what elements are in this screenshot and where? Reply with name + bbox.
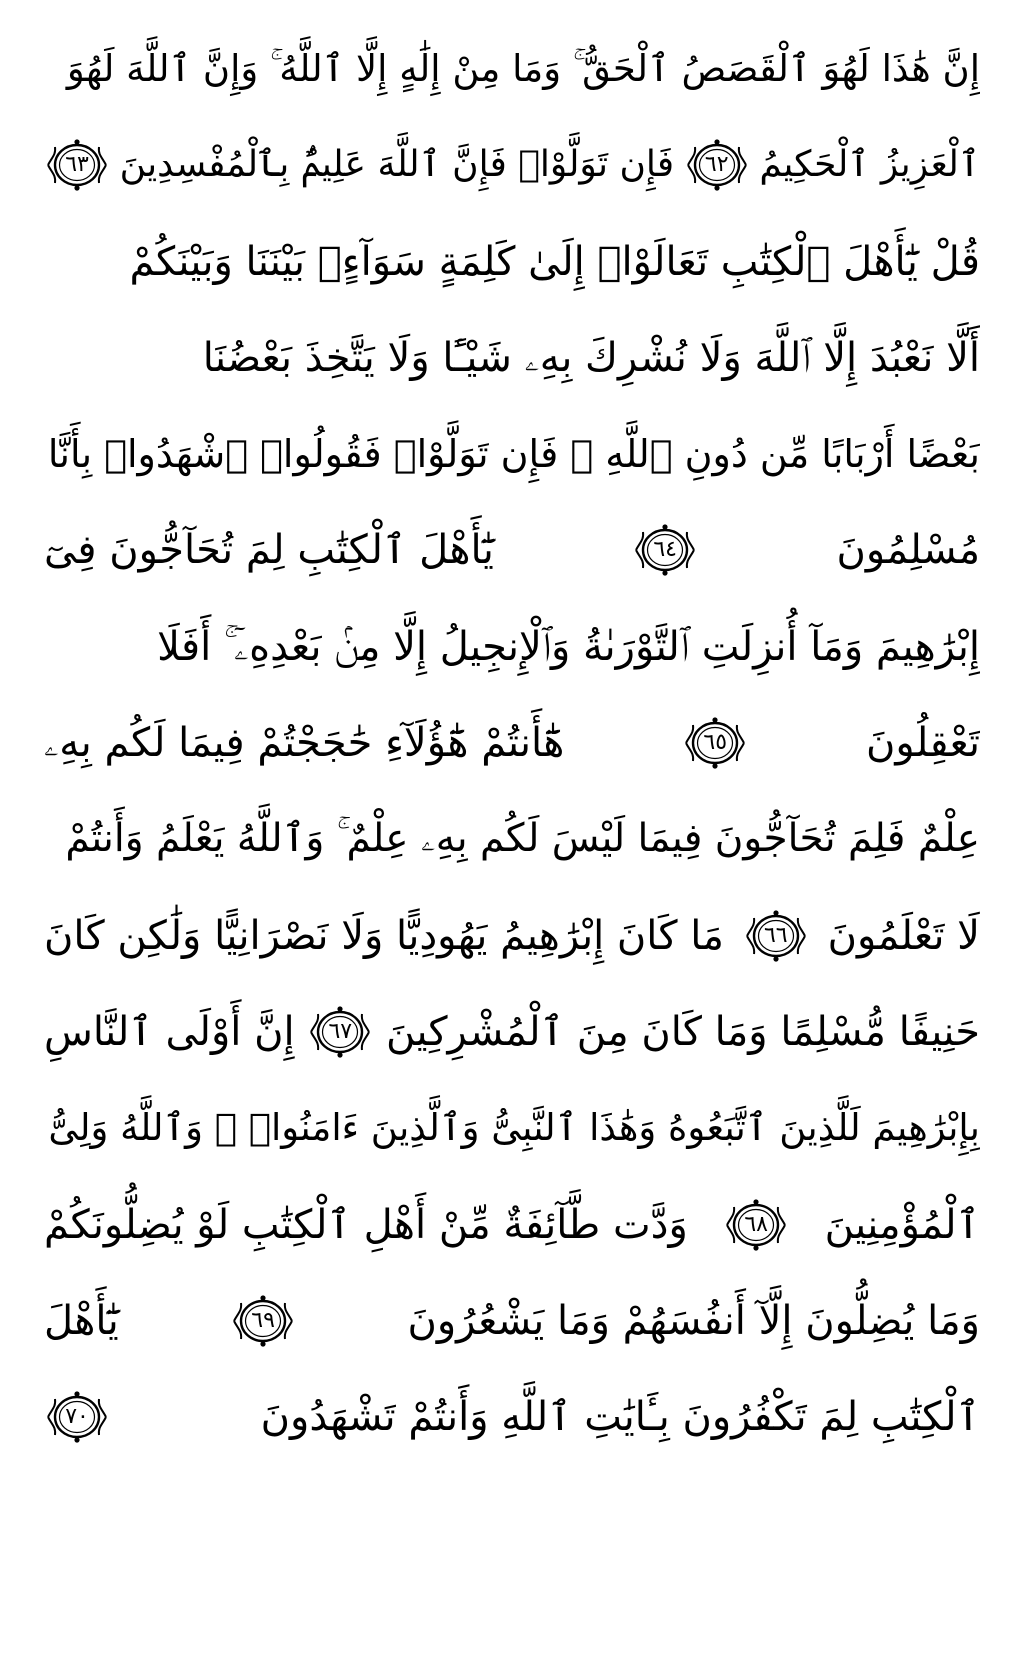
text-line — [44, 1178, 980, 1272]
verse-text: وَدَّت طَّآئِفَةٌ مِّنْ أَهْلِ ٱلْكِتَٰبِ لَوْ يُضِلُّونَكُمْ — [44, 1201, 688, 1248]
verse-text: أَلَّا نَعْبُدَ إِلَّا ٱللَّهَ وَلَا نُشْرِكَ بِهِۦ شَيْـًٔا وَلَا يَتَّخِذَ بَعْضُنَا — [202, 334, 980, 381]
ayah-end-marker — [723, 1197, 789, 1253]
ayah-end-marker — [682, 715, 748, 771]
verse-text: يَٰٓأَهْلَ — [44, 1297, 119, 1344]
ayah-end-marker — [44, 1389, 110, 1445]
ayah-end-marker — [632, 522, 698, 578]
text-line — [44, 311, 980, 405]
ayah-end-marker — [307, 1004, 373, 1060]
verse-text: لَا تَعْلَمُونَ — [827, 912, 980, 959]
ayah-end-marker — [684, 137, 750, 193]
verse-text: يَٰٓأَهْلَ ٱلْكِتَٰبِ لِمَ تُحَآجُّونَ فِىٓ — [44, 527, 494, 574]
ayah-number: ٦٢ — [704, 152, 729, 178]
verse-text: بَعْضًا أَرْبَابًا مِّن دُونِ ٱللَّهِ ۚ فَإِن تَوَلَّوْا۟ فَقُولُوا۟ ٱشْهَدُوا۟ بِأَنَّا — [47, 432, 980, 477]
text-line — [44, 1370, 980, 1464]
verse-text: قُلْ يَٰٓأَهْلَ ٱلْكِتَٰبِ تَعَالَوْا۟ إِلَىٰ كَلِمَةٍ سَوَآءٍۭ بَيْنَنَا وَبَيْنَكُمْ — [129, 238, 980, 285]
verse-text: تَعْقِلُونَ — [866, 720, 980, 767]
ayah-number: ٧٠ — [65, 1404, 89, 1430]
ayah-number: ٦٣ — [65, 152, 89, 178]
verse-text: هَٰٓأَنتُمْ هَٰٓؤُلَآءِ حَٰجَجْتُمْ فِيمَا لَكُم بِهِۦ — [44, 720, 565, 767]
verse-text: مُسْلِمُونَ — [836, 527, 980, 574]
text-line — [44, 985, 980, 1079]
ayah-number: ٦٥ — [703, 730, 728, 756]
text-line — [44, 503, 980, 597]
text-line — [44, 600, 980, 694]
ayah-number: ٦٤ — [653, 537, 677, 563]
ayah-end-marker — [743, 908, 809, 964]
text-line — [44, 215, 980, 309]
text-line — [44, 792, 980, 886]
verse-text: ٱلْكِتَٰبِ لِمَ تَكْفُرُونَ بِـَٔايَٰتِ ٱللَّهِ وَأَنتُمْ تَشْهَدُونَ — [260, 1394, 980, 1441]
verse-text: مَا كَانَ إِبْرَٰهِيمُ يَهُودِيًّا وَلَا نَصْرَانِيًّا وَلَٰكِن كَانَ — [44, 912, 724, 959]
text-line — [44, 22, 980, 116]
verse-text: إِنَّ هَٰذَا لَهُوَ ٱلْقَصَصُ ٱلْحَقُّ ۚ وَمَا مِنْ إِلَٰهٍ إِلَّا ٱللَّهُ ۚ وَإِنَّ ٱللَّهَ لَهُوَ — [66, 47, 980, 90]
text-line — [44, 696, 980, 790]
verse-text: إِنَّ أَوْلَى ٱلنَّاسِ — [44, 1008, 295, 1055]
ayah-number: ٦٦ — [763, 922, 788, 948]
verse-text: وَمَا يُضِلُّونَ إِلَّآ أَنفُسَهُمْ وَمَا يَشْعُرُونَ — [407, 1297, 980, 1344]
ayah-end-marker — [44, 137, 110, 193]
text-line — [44, 407, 980, 501]
verse-text: ٱلْعَزِيزُ ٱلْحَكِيمُ — [759, 144, 980, 186]
ayah-end-marker — [230, 1293, 296, 1349]
ayah-number: ٦٨ — [744, 1211, 768, 1237]
verse-text: عِلْمٌ فَلِمَ تُحَآجُّونَ فِيمَا لَيْسَ لَكُم بِهِۦ عِلْمٌ ۚ وَٱللَّهُ يَعْلَمُ وَأَنتُمْ — [65, 816, 980, 862]
verse-text: فَإِن تَوَلَّوْا۟ فَإِنَّ ٱللَّهَ عَلِيمٌۢ بِٱلْمُفْسِدِينَ — [119, 144, 675, 186]
verse-text: إِبْرَٰهِيمَ وَمَآ أُنزِلَتِ ٱلتَّوْرَىٰةُ وَٱلْإِنجِيلُ إِلَّا مِنۢ بَعْدِهِۦٓ ۚ أَفَلَا — [157, 623, 980, 670]
text-line — [44, 889, 980, 983]
ayah-number: ٦٩ — [251, 1307, 275, 1333]
text-line — [44, 1081, 980, 1175]
verse-text: بِإِبْرَٰهِيمَ لَلَّذِينَ ٱتَّبَعُوهُ وَهَٰذَا ٱلنَّبِىُّ وَٱلَّذِينَ ءَامَنُوا۟ ۗ وَٱللَّهُ وَلِىُّ — [48, 1106, 980, 1150]
text-line — [44, 118, 980, 212]
text-line — [44, 1274, 980, 1368]
verse-text: ٱلْمُؤْمِنِينَ — [824, 1201, 980, 1248]
verse-text: حَنِيفًا مُّسْلِمًا وَمَا كَانَ مِنَ ٱلْمُشْرِكِينَ — [385, 1008, 980, 1055]
ayah-number: ٦٧ — [328, 1018, 353, 1044]
